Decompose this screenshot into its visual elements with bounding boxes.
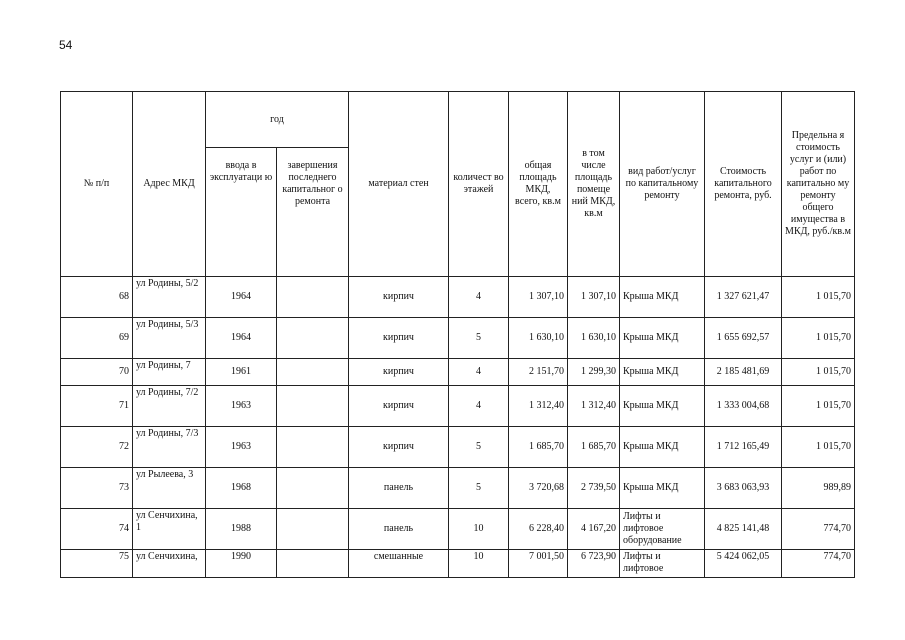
cell-address: ул Сенчихина, 1 bbox=[133, 509, 206, 550]
cell-max-cost: 989,89 bbox=[782, 468, 855, 509]
cell-floors: 10 bbox=[449, 509, 509, 550]
header-floors: количест во этажей bbox=[449, 92, 509, 277]
cell-year: 1963 bbox=[206, 427, 277, 468]
table-row bbox=[61, 386, 855, 427]
cell-num: 68 bbox=[61, 277, 133, 318]
table-row bbox=[61, 427, 855, 468]
cell-premises-area: 1 630,10 bbox=[568, 318, 620, 359]
cell-cost: 4 825 141,48 bbox=[705, 509, 782, 550]
cell-year: 1964 bbox=[206, 277, 277, 318]
cell-cost: 2 185 481,69 bbox=[705, 359, 782, 386]
cell-address: ул Рылеева, 3 bbox=[133, 468, 206, 509]
cell-total-area: 1 630,10 bbox=[509, 318, 568, 359]
cell-max-cost: 774,70 bbox=[782, 509, 855, 550]
cell-cost: 1 333 004,68 bbox=[705, 386, 782, 427]
table-row bbox=[61, 318, 855, 359]
cell-year: 1964 bbox=[206, 318, 277, 359]
cell-total-area: 2 151,70 bbox=[509, 359, 568, 386]
cell-material: смешанные bbox=[349, 550, 449, 578]
header-max-cost: Предельна я стоимость услуг и (или) работ по капитально му ремонту общего имущества в МКД, руб./кв.м bbox=[782, 92, 855, 277]
cell-cost: 1 712 165,49 bbox=[705, 427, 782, 468]
cell-address: ул Сенчихина, bbox=[133, 550, 206, 578]
cell-floors: 10 bbox=[449, 550, 509, 578]
cell-address: ул Родины, 5/3 bbox=[133, 318, 206, 359]
cell-max-cost: 1 015,70 bbox=[782, 427, 855, 468]
cell-premises-area: 6 723,90 bbox=[568, 550, 620, 578]
cell-work: Лифты и лифтовое bbox=[620, 550, 705, 578]
table-row bbox=[61, 550, 855, 578]
cell-work: Крыша МКД bbox=[620, 386, 705, 427]
header-year-commission: ввода в эксплуатаци ю bbox=[206, 148, 277, 277]
cell-last-repair bbox=[277, 359, 349, 386]
cell-material: панель bbox=[349, 509, 449, 550]
cell-max-cost: 1 015,70 bbox=[782, 318, 855, 359]
table-row bbox=[61, 509, 855, 550]
cell-max-cost: 1 015,70 bbox=[782, 277, 855, 318]
header-address: Адрес МКД bbox=[133, 92, 206, 277]
cell-last-repair bbox=[277, 318, 349, 359]
cell-year: 1988 bbox=[206, 509, 277, 550]
cell-total-area: 3 720,68 bbox=[509, 468, 568, 509]
cell-total-area: 1 312,40 bbox=[509, 386, 568, 427]
table-row bbox=[61, 468, 855, 509]
cell-work: Крыша МКД bbox=[620, 277, 705, 318]
cell-premises-area: 1 312,40 bbox=[568, 386, 620, 427]
cell-year: 1961 bbox=[206, 359, 277, 386]
cell-material: панель bbox=[349, 468, 449, 509]
cell-address: ул Родины, 7/2 bbox=[133, 386, 206, 427]
cell-last-repair bbox=[277, 386, 349, 427]
cell-material: кирпич bbox=[349, 318, 449, 359]
header-wall-material: материал стен bbox=[349, 92, 449, 277]
cell-year: 1990 bbox=[206, 550, 277, 578]
header-repair-cost: Стоимость капитального ремонта, руб. bbox=[705, 92, 782, 277]
header-year-group: год bbox=[206, 92, 349, 148]
header-premises-area: в том числе площадь помеще ний МКД, кв.м bbox=[568, 92, 620, 277]
cell-premises-area: 1 307,10 bbox=[568, 277, 620, 318]
cell-num: 70 bbox=[61, 359, 133, 386]
cell-last-repair bbox=[277, 509, 349, 550]
cell-last-repair bbox=[277, 468, 349, 509]
header-year-last-repair: завершения последнего капитальног о ремонта bbox=[277, 148, 349, 277]
cell-premises-area: 1 299,30 bbox=[568, 359, 620, 386]
cell-num: 69 bbox=[61, 318, 133, 359]
cell-floors: 5 bbox=[449, 468, 509, 509]
cell-material: кирпич bbox=[349, 277, 449, 318]
cell-work: Крыша МКД bbox=[620, 468, 705, 509]
cell-material: кирпич bbox=[349, 359, 449, 386]
cell-year: 1968 bbox=[206, 468, 277, 509]
cell-last-repair bbox=[277, 550, 349, 578]
cell-num: 74 bbox=[61, 509, 133, 550]
cell-floors: 4 bbox=[449, 359, 509, 386]
cell-premises-area: 2 739,50 bbox=[568, 468, 620, 509]
cell-max-cost: 1 015,70 bbox=[782, 359, 855, 386]
repair-table bbox=[60, 91, 855, 578]
cell-floors: 5 bbox=[449, 318, 509, 359]
page-number: 54 bbox=[59, 38, 73, 52]
cell-floors: 4 bbox=[449, 277, 509, 318]
cell-premises-area: 4 167,20 bbox=[568, 509, 620, 550]
cell-max-cost: 774,70 bbox=[782, 550, 855, 578]
cell-cost: 1 327 621,47 bbox=[705, 277, 782, 318]
cell-total-area: 1 307,10 bbox=[509, 277, 568, 318]
cell-cost: 5 424 062,05 bbox=[705, 550, 782, 578]
cell-floors: 5 bbox=[449, 427, 509, 468]
header-num: № п/п bbox=[61, 92, 133, 277]
cell-address: ул Родины, 5/2 bbox=[133, 277, 206, 318]
cell-work: Крыша МКД bbox=[620, 318, 705, 359]
cell-total-area: 1 685,70 bbox=[509, 427, 568, 468]
table-row bbox=[61, 359, 855, 386]
cell-cost: 3 683 063,93 bbox=[705, 468, 782, 509]
cell-floors: 4 bbox=[449, 386, 509, 427]
cell-address: ул Родины, 7 bbox=[133, 359, 206, 386]
header-total-area: общая площадь МКД, всего, кв.м bbox=[509, 92, 568, 277]
cell-material: кирпич bbox=[349, 386, 449, 427]
cell-premises-area: 1 685,70 bbox=[568, 427, 620, 468]
cell-num: 72 bbox=[61, 427, 133, 468]
cell-total-area: 7 001,50 bbox=[509, 550, 568, 578]
cell-address: ул Родины, 7/3 bbox=[133, 427, 206, 468]
cell-work: Крыша МКД bbox=[620, 359, 705, 386]
cell-last-repair bbox=[277, 277, 349, 318]
cell-work: Лифты и лифтовое оборудование bbox=[620, 509, 705, 550]
header-work-type: вид работ/услуг по капитальному ремонту bbox=[620, 92, 705, 277]
cell-year: 1963 bbox=[206, 386, 277, 427]
table-row bbox=[61, 277, 855, 318]
cell-last-repair bbox=[277, 427, 349, 468]
cell-max-cost: 1 015,70 bbox=[782, 386, 855, 427]
cell-num: 73 bbox=[61, 468, 133, 509]
cell-work: Крыша МКД bbox=[620, 427, 705, 468]
cell-num: 71 bbox=[61, 386, 133, 427]
cell-total-area: 6 228,40 bbox=[509, 509, 568, 550]
cell-material: кирпич bbox=[349, 427, 449, 468]
cell-cost: 1 655 692,57 bbox=[705, 318, 782, 359]
cell-num: 75 bbox=[61, 550, 133, 578]
